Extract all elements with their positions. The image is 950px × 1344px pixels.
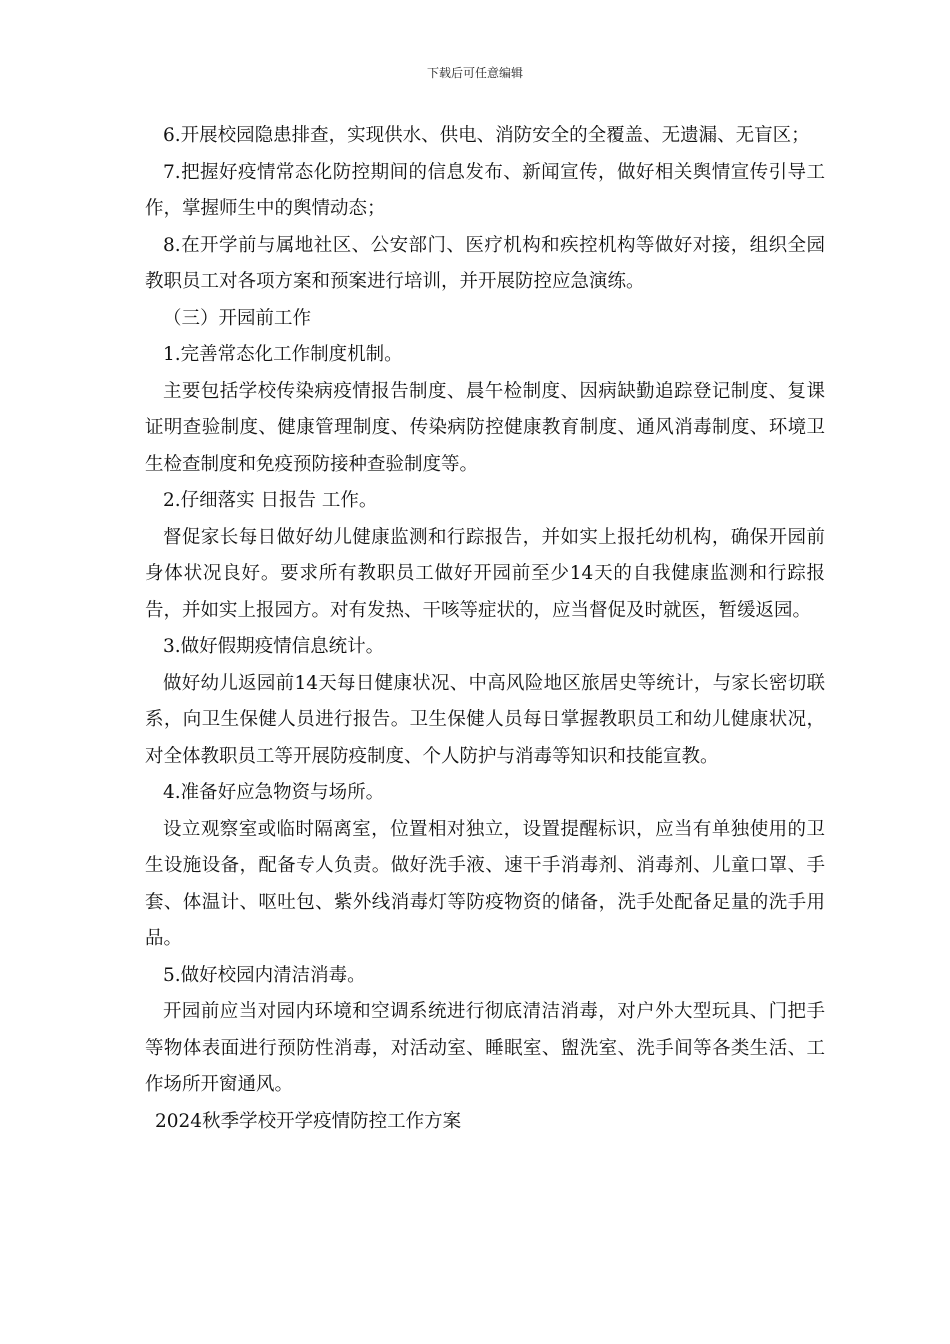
paragraph-body-4: 设立观察室或临时隔离室，位置相对独立，设置提醒标识，应当有单独使用的卫生设施设备，配备专人负责。做好洗手液、速干手消毒剂、消毒剂、儿童口罩、手套、体温计、呕吐包、紫外线消毒灯等防疫物资的储备，洗手处配备足量的洗手用品。	[145, 818, 825, 949]
paragraph-body-5: 开园前应当对园内环境和空调系统进行彻底清洁消毒，对户外大型玩具、门把手等物体表面进行预防性消毒，对活动室、睡眠室、盥洗室、洗手间等各类生活、工作场所开窗通风。	[145, 1001, 825, 1095]
paragraph-body-3: 做好幼儿返园前14天每日健康状况、中高风险地区旅居史等统计，与家长密切联系，向卫生保健人员进行报告。卫生保健人员每日掌握教职员工和幼儿健康状况，对全体教职员工等开展防疫制度、个人防护与消毒等知识和技能宣教。	[145, 672, 825, 767]
subheading-4: 4.准备好应急物资与场所。	[163, 782, 385, 803]
paragraph-item-7: 7.把握好疫情常态化防控期间的信息发布、新闻宣传，做好相关舆情宣传引导工作，掌握师生中的舆情动态；	[145, 161, 825, 219]
paragraph-body-2: 督促家长每日做好幼儿健康监测和行踪报告，并如实上报托幼机构，确保开园前身体状况良好。要求所有教职员工做好开园前至少14天的自我健康监测和行踪报告，并如实上报园方。对有发热、干咳等症状的，应当督促及时就医，暂缓返园。	[145, 526, 825, 621]
subheading-5: 5.做好校园内清洁消毒。	[163, 964, 366, 986]
paragraph-item-6: 6.开展校园隐患排查，实现供水、供电、消防安全的全覆盖、无遗漏、无盲区；	[163, 125, 810, 146]
document-title-footer: 2024秋季学校开学疫情防控工作方案	[155, 1110, 462, 1132]
subheading-3: 3.做好假期疫情信息统计。	[163, 636, 385, 657]
paragraph-body-1: 主要包括学校传染病疫情报告制度、晨午检制度、因病缺勤追踪登记制度、复课证明查验制度、健康管理制度、传染病防控健康教育制度、通风消毒制度、环境卫生检查制度和免疫预防接种查验制度等。	[145, 380, 825, 475]
subheading-2: 2.仔细落实 日报告 工作。	[163, 490, 378, 511]
paragraph-item-8: 8.在开学前与属地社区、公安部门、医疗机构和疾控机构等做好对接，组织全园教职员工对各项方案和预案进行培训，并开展防控应急演练。	[145, 234, 825, 292]
section-heading: （三）开园前工作	[163, 307, 312, 329]
document-body	[145, 118, 825, 1140]
page-header: 下载后可任意编辑	[426, 66, 523, 80]
subheading-1: 1.完善常态化工作制度机制。	[163, 344, 403, 365]
